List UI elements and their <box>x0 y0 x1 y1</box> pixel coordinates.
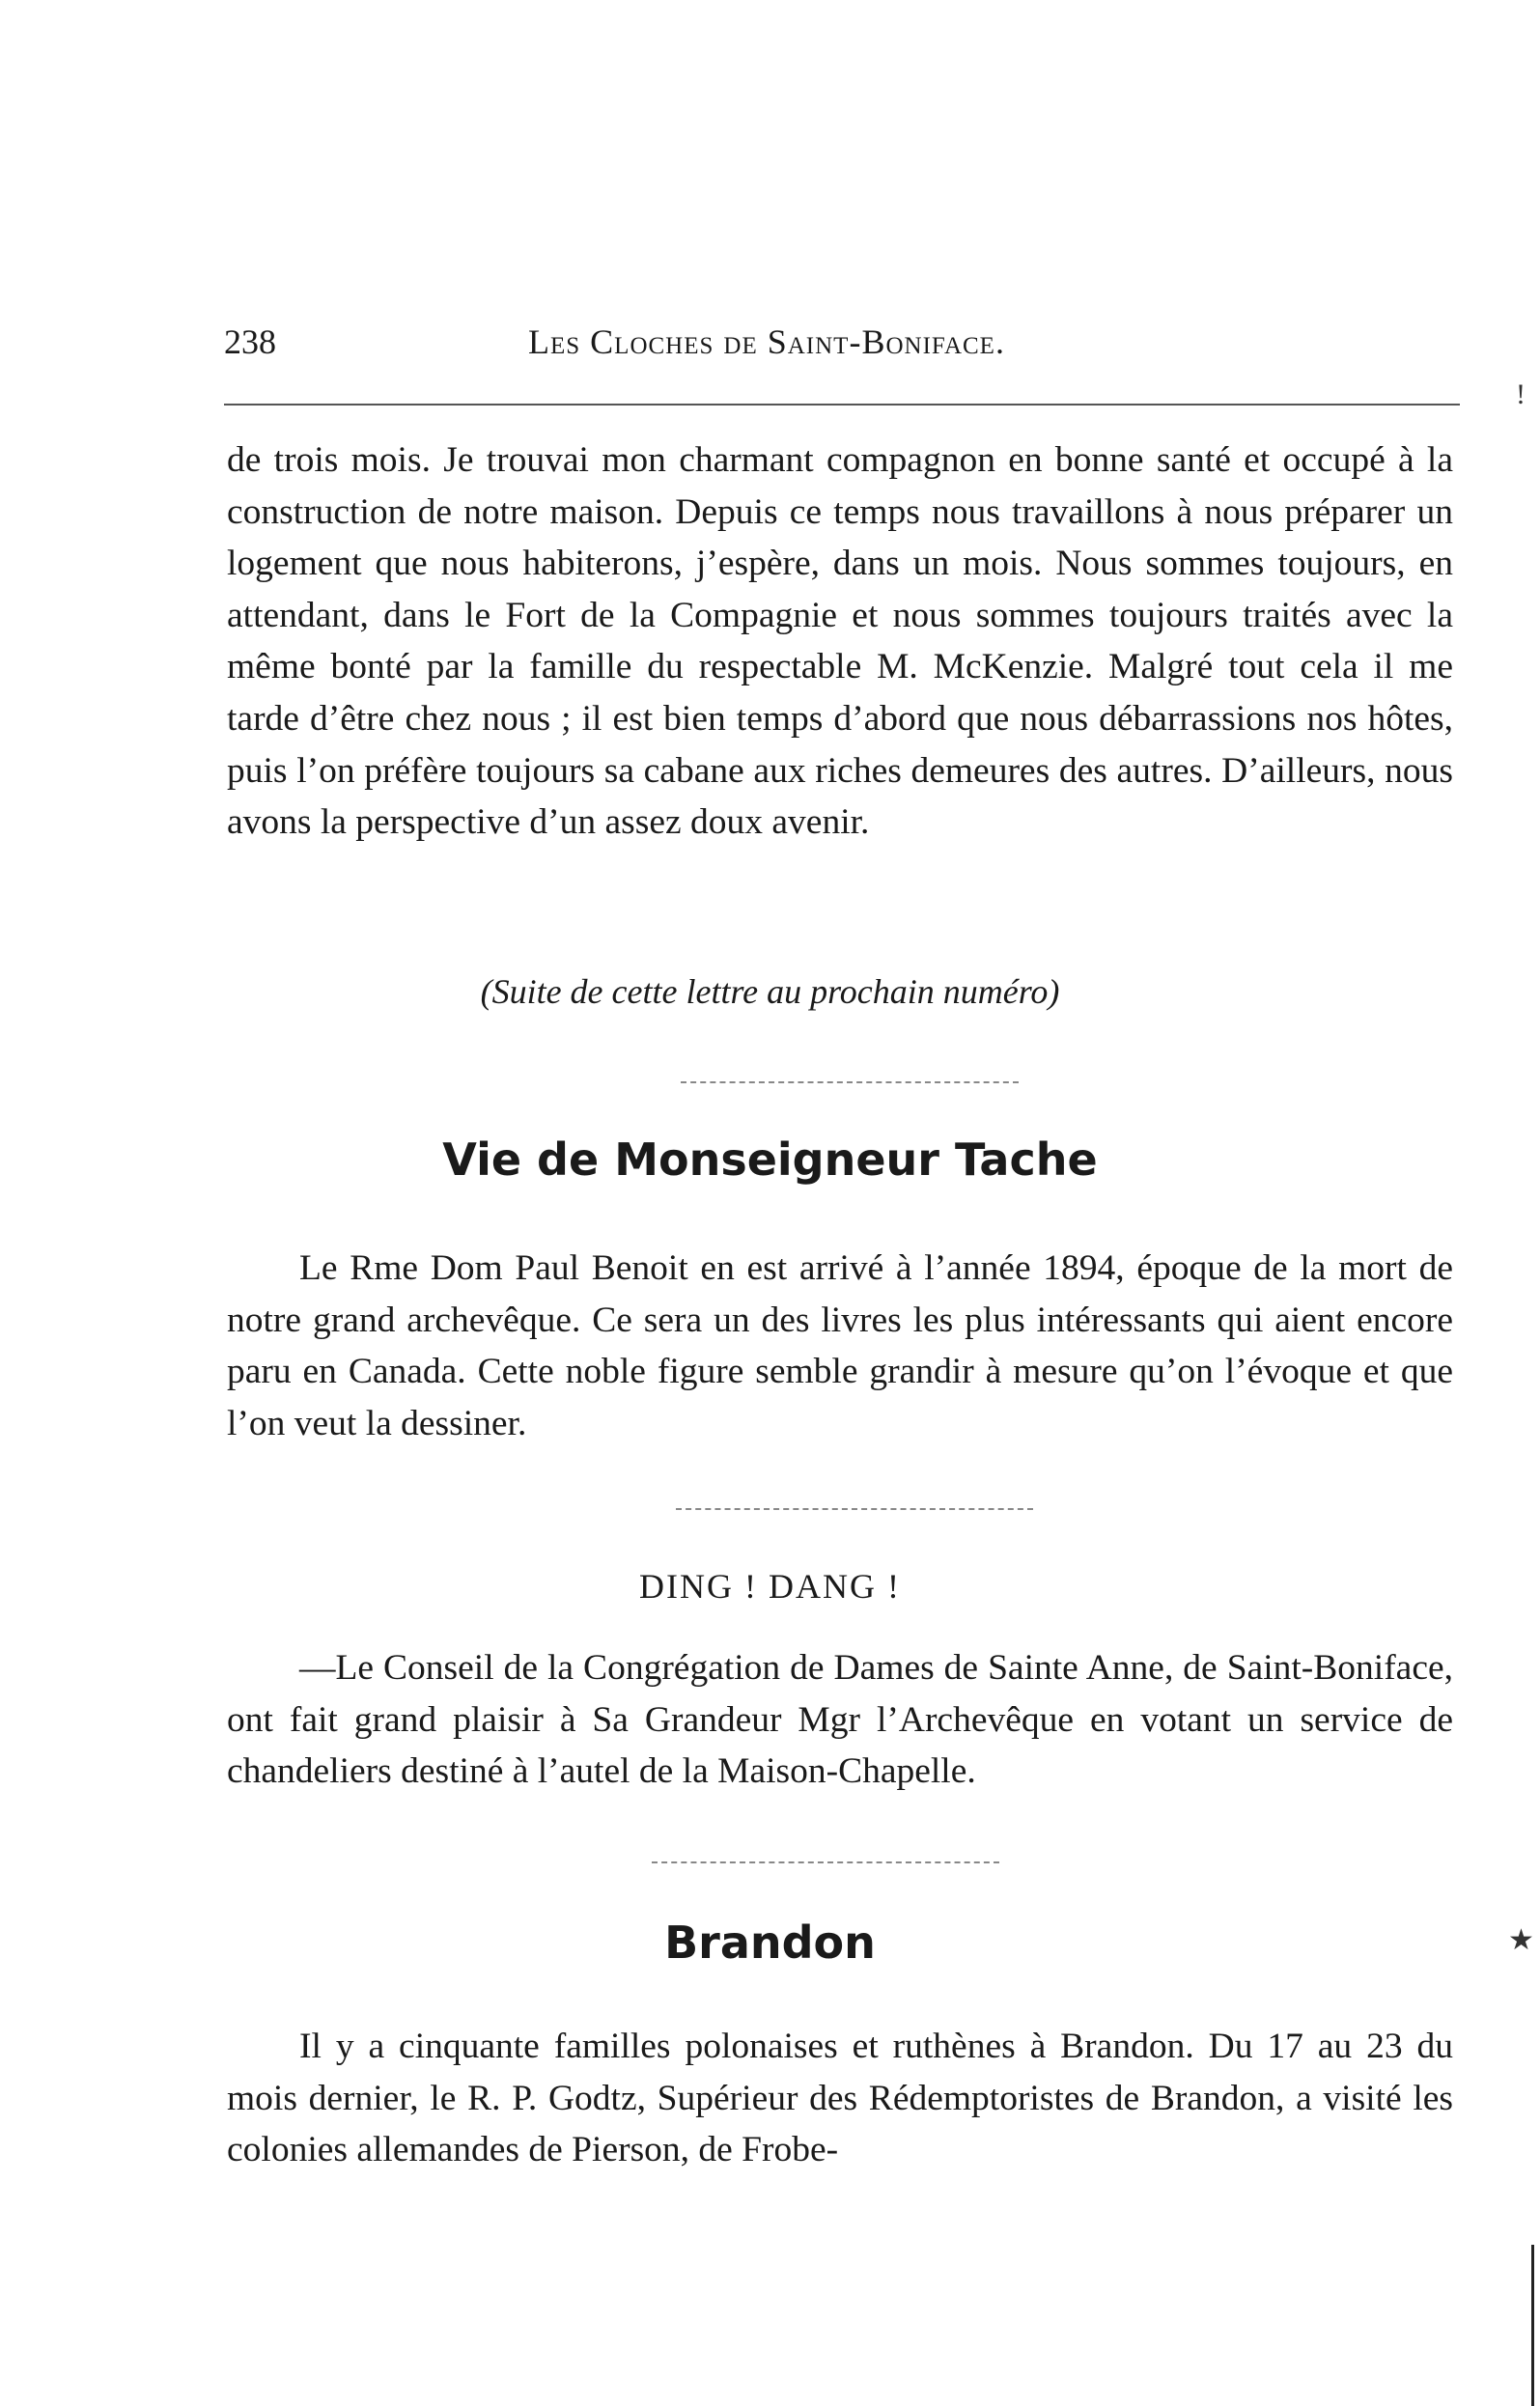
page-edge-mark <box>1531 2245 1534 2406</box>
brandon-paragraph: Il y a cinquante familles polonaises et ruthènes à Brandon. Du 17 au 23 du mois dernier, le R. P. Godtz, Supérieur des Rédemptoristes de Brandon, a visité les colonies allemandes de Pierson, de Frobe- <box>227 2027 1453 2170</box>
heading-ding-dang: DING ! DANG ! <box>639 1567 901 1606</box>
header-rule <box>224 404 1460 406</box>
running-head <box>224 322 1470 379</box>
section-divider <box>681 1081 1019 1083</box>
margin-mark-side: ★ <box>1508 1924 1534 1956</box>
heading-vie-de-monseigneur-tache: Vie de Monseigneur Tache <box>442 1133 1098 1186</box>
section-divider <box>676 1508 1033 1510</box>
running-title: Les Cloches de Saint-Boniface. <box>528 322 1005 361</box>
continuation-note: (Suite de cette lettre au prochain numéro) <box>480 972 1060 1011</box>
section-divider <box>652 1861 999 1863</box>
tache-paragraph: Le Rme Dom Paul Benoit en est arrivé à l’année 1894, époque de la mort de notre grand archevêque. Ce sera un des livres les plus intéressants qui aient encore paru en Canada. Cette noble figure semble grandir à mesure qu’on l’évoque et que l’on veut la dessiner. <box>227 1248 1453 1443</box>
page-number: 238 <box>224 322 276 361</box>
heading-brandon: Brandon <box>664 1916 876 1969</box>
ding-paragraph: —Le Conseil de la Congrégation de Dames de Sainte Anne, de Saint-Boniface, ont fait grand plaisir à Sa Grandeur Mgr l’Archevêque en votant un service de chandeliers destiné à l’autel de la Maison-Chapelle. <box>227 1648 1453 1792</box>
margin-mark-top: ! <box>1516 378 1526 410</box>
letter-paragraph: de trois mois. Je trouvai mon charmant compagnon en bonne santé et occupé à la construction de notre maison. Depuis ce temps nous travaillons à nous préparer un logement que nous habiterons, j’espère, dans un mois. Nous sommes toujours, en attendant, dans le Fort de la Compagnie et nous sommes toujours traités avec la même bonté par la famille du respectable M. McKenzie. Malgré tout cela il me tarde d’être chez nous ; il est bien temps d’abord que nous débarrassions nos hôtes, puis l’on préfère toujours sa cabane aux riches demeures des autres. D’ailleurs, nous avons la perspective d’un assez doux avenir. <box>227 440 1453 843</box>
